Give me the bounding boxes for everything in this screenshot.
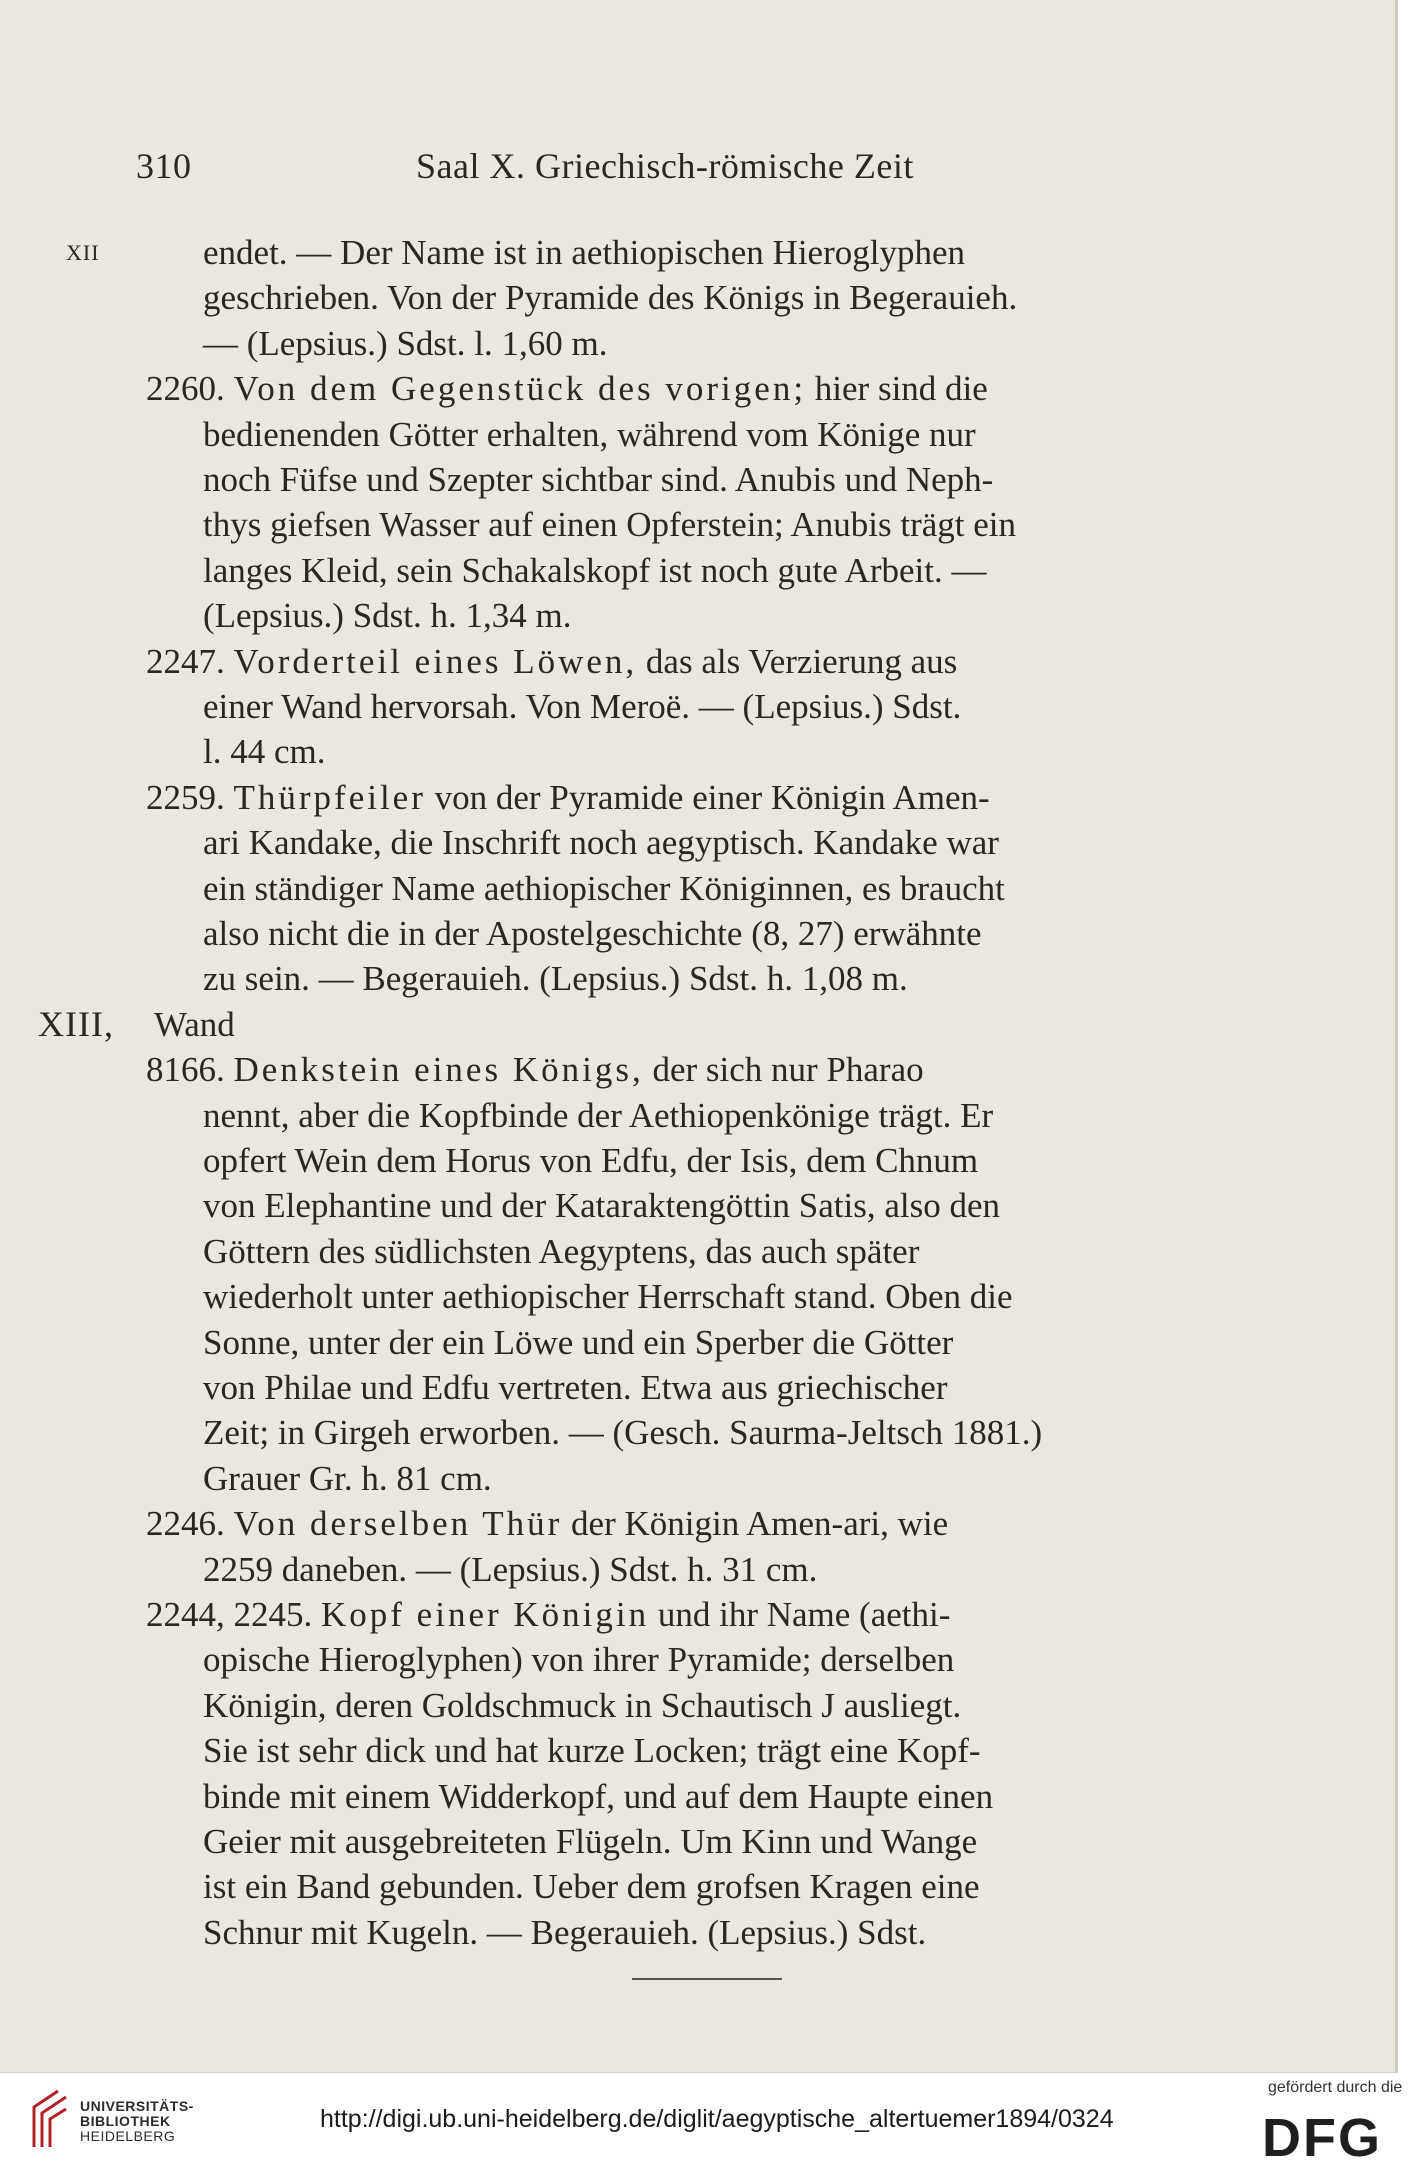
line-text: (Lepsius.) Sdst. h. 1,34 m. xyxy=(203,596,572,636)
page-header xyxy=(136,145,914,187)
line-text: von Elephantine und der Kataraktengöttin Satis, also den xyxy=(203,1186,1001,1226)
line-text: Königin, deren Goldschmuck in Schautisch J ausliegt. xyxy=(203,1685,962,1725)
line-text: langes Kleid, sein Schakalskopf ist noch gute Arbeit. — xyxy=(203,550,987,590)
line-text: hier sind die xyxy=(814,369,988,409)
line-text: Grauer Gr. h. 81 cm. xyxy=(203,1458,492,1498)
entry-title: Von dem Gegenstück des vorigen; xyxy=(233,369,807,409)
line-text: l. 44 cm. xyxy=(203,732,326,772)
wall-marker: XIII, xyxy=(38,1003,114,1044)
library-name: UNIVERSITÄTS- BIBLIOTHEK HEIDELBERG xyxy=(80,2098,194,2144)
line-text: der Königin Amen-ari, wie xyxy=(571,1504,949,1544)
entry-title: Denkstein eines Königs, xyxy=(233,1050,644,1090)
line-text: 2259 daneben. — (Lepsius.) Sdst. h. 31 cm. xyxy=(203,1549,818,1589)
entry-title: Kopf einer Königin xyxy=(321,1595,650,1634)
line-text: endet. — Der Name ist in aethiopischen Hieroglyphen xyxy=(203,233,966,272)
line-text: der sich nur Pharao xyxy=(652,1050,924,1090)
line-text: das als Verzierung aus xyxy=(645,641,958,681)
line-text: einer Wand hervorsah. Von Meroë. — (Lepsius.) Sdst. xyxy=(203,687,962,726)
line-text: — (Lepsius.) Sdst. l. 1,60 m. xyxy=(203,323,608,363)
section-rule xyxy=(632,1978,782,1980)
line-text: ein ständiger Name aethiopischer Königinnen, es braucht xyxy=(203,868,1005,908)
entry-title: Von derselben Thür xyxy=(233,1504,563,1544)
line-text: ari Kandake, die Inschrift noch aegyptisch. Kandake war xyxy=(203,823,999,863)
catalogue-number: 2260. xyxy=(146,369,225,409)
line-text: Zeit; in Girgeh erworben. — (Gesch. Saurma-Jeltsch 1881.) xyxy=(203,1413,1043,1453)
line-text: geschrieben. Von der Pyramide des Königs in Begerauieh. xyxy=(203,278,1018,318)
line-text: und ihr Name (aethi- xyxy=(657,1595,951,1634)
wall-marker: XII xyxy=(66,240,100,265)
line-text: nennt, aber die Kopfbinde der Aethiopenkönige trägt. Er xyxy=(203,1095,994,1135)
dfg-logo: DFG xyxy=(1262,2108,1382,2168)
line-text: Sie ist sehr dick und hat kurze Locken; trägt eine Kopf- xyxy=(203,1731,981,1771)
source-url[interactable]: http://digi.ub.uni-heidelberg.de/diglit/aegyptische_altertuemer1894/0324 xyxy=(320,2105,1114,2133)
university-library-logo xyxy=(30,2087,70,2153)
line-text: ist ein Band gebunden. Ueber dem grofsen Kragen eine xyxy=(203,1867,980,1907)
catalogue-number: 2244, 2245. xyxy=(146,1595,313,1634)
catalogue-number: 2247. xyxy=(146,641,225,681)
entry-title: Thürpfeiler xyxy=(233,777,426,817)
line-text: von Philae und Edfu vertreten. Etwa aus griechischer xyxy=(203,1368,948,1407)
catalogue-number: 2246. xyxy=(146,1504,225,1544)
line-text: Göttern des südlichsten Aegyptens, das auch später xyxy=(203,1231,920,1271)
line-text: Wand xyxy=(154,1004,235,1044)
line-text: binde mit einem Widderkopf, und auf dem Haupte einen xyxy=(203,1776,994,1816)
line-text: noch Füfse und Szepter sichtbar sind. Anubis und Neph- xyxy=(203,460,994,499)
line-text: bedienenden Götter erhalten, während vom Könige nur xyxy=(203,414,976,454)
line-text: Schnur mit Kugeln. — Begerauieh. (Lepsius.) Sdst. xyxy=(203,1912,927,1952)
line-text: opfert Wein dem Horus von Edfu, der Isis, dem Chnum xyxy=(203,1141,979,1180)
line-text: Geier mit ausgebreiteten Flügeln. Um Kinn und Wange xyxy=(203,1822,978,1861)
line-text: Sonne, unter der ein Löwe und ein Sperber die Götter xyxy=(203,1322,954,1362)
line-text: wiederholt unter aethiopischer Herrschaft stand. Oben die xyxy=(203,1277,1013,1317)
digitization-footer xyxy=(0,2073,1418,2176)
line-text: zu sein. — Begerauieh. (Lepsius.) Sdst. h. 1,08 m. xyxy=(203,959,908,999)
line-text: also nicht die in der Apostelgeschichte (8, 27) erwähnte xyxy=(203,914,982,953)
line-text: von der Pyramide einer Königin Amen- xyxy=(434,777,990,817)
page-number: 310 xyxy=(136,146,192,186)
catalogue-number: 2259. xyxy=(146,777,225,817)
line-text: thys giefsen Wasser auf einen Opferstein; Anubis trägt ein xyxy=(203,505,1016,545)
line-text: opische Hieroglyphen) von ihrer Pyramide; derselben xyxy=(203,1640,955,1680)
catalogue-number: 8166. xyxy=(146,1050,225,1090)
running-title: Saal X. Griechisch-römische Zeit xyxy=(416,146,914,186)
entry-title: Vorderteil eines Löwen, xyxy=(233,641,638,681)
funder-label: gefördert durch die xyxy=(1268,2079,1403,2096)
